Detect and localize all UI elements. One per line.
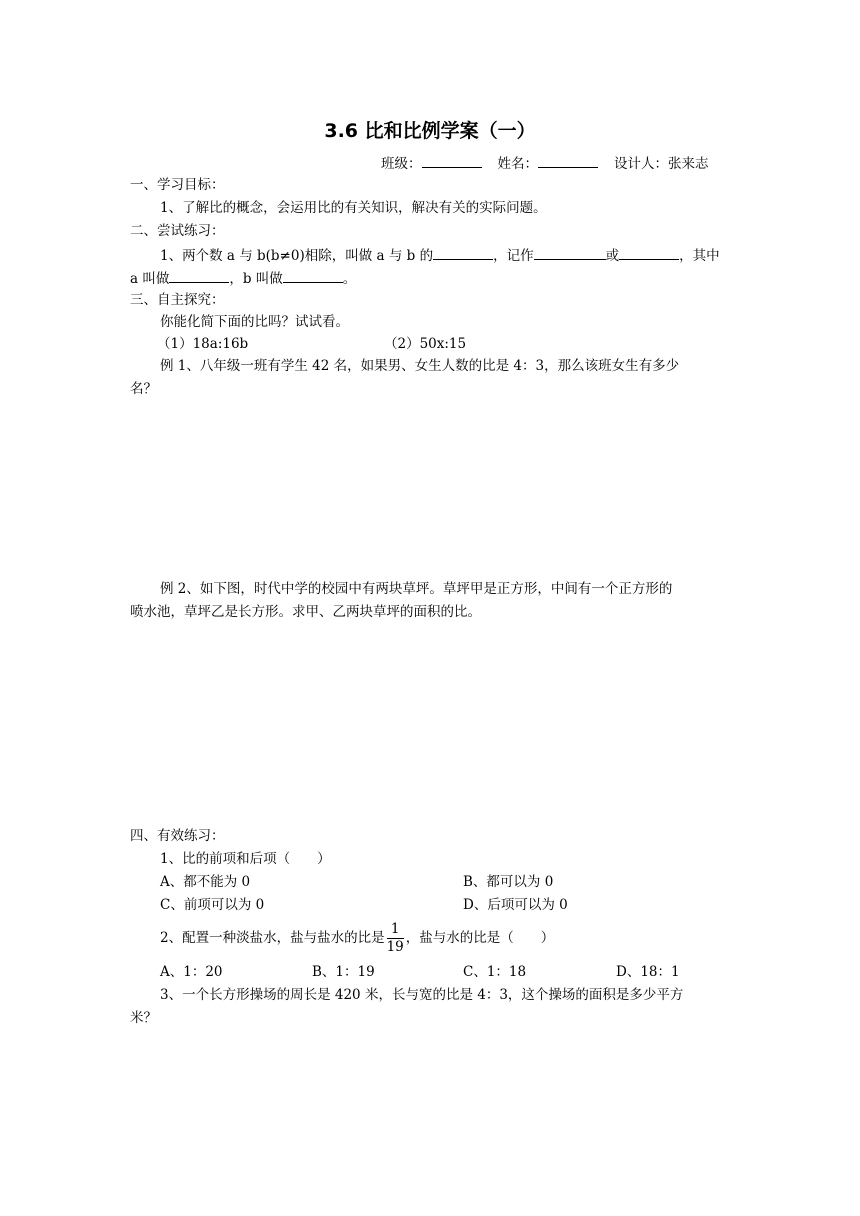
- exercise-1-option-c: C、前项可以为 0: [160, 897, 265, 913]
- name-label: 姓名：: [497, 156, 538, 172]
- fraction-numerator: 1: [387, 921, 404, 939]
- practice-question-1-cont: a 叫做 ，b 叫做 。: [130, 268, 356, 288]
- section-heading-goals: 一、学习目标：: [130, 177, 225, 193]
- exercise-1-option-d: D、后项可以为 0: [463, 897, 568, 913]
- exercise-1-option-b: B、都可以为 0: [463, 874, 554, 890]
- fraction: [387, 921, 404, 956]
- fraction-denominator: 19: [386, 939, 404, 955]
- page-title: 3.6 比和比例学案（一）: [324, 120, 536, 142]
- exercise-2-option-d: D、18：1: [616, 964, 680, 980]
- designer-label: 设计人：张来志: [614, 156, 709, 172]
- exercise-2-option-c: C、1：18: [463, 964, 527, 980]
- simplify-question-2: （2）50x:15: [384, 336, 467, 352]
- example-2-line-1: 例 2、如下图，时代中学的校园中有两块草坪。草坪甲是正方形，中间有一个正方形的: [160, 581, 673, 597]
- practice-question-1: 1、两个数 a 与 b(b≠0)相除，叫做 a 与 b 的 ，记作 或 ，其中: [160, 245, 720, 265]
- goal-item-1: 1、了解比的概念，会运用比的有关知识，解决有关的实际问题。: [160, 200, 547, 216]
- class-label: 班级：: [381, 156, 422, 172]
- example-2-line-2: 喷水池，草坪乙是长方形。求甲、乙两块草坪的面积的比。: [130, 604, 481, 620]
- section-heading-exercises: 四、有效练习：: [130, 828, 225, 844]
- example-1-line-2: 名？: [130, 381, 157, 397]
- example-1-line-1: 例 1、八年级一班有学生 42 名，如果男、女生人数的比是 4：3，那么该班女生有多少: [160, 358, 680, 374]
- answer-blank[interactable]: [534, 245, 606, 260]
- exercise-2-option-b: B、1：19: [312, 964, 375, 980]
- exercise-1-option-a: A、都不能为 0: [160, 874, 251, 890]
- explore-intro: 你能化简下面的比吗？试试看。: [160, 314, 349, 330]
- answer-blank[interactable]: [283, 268, 343, 283]
- exercise-question-1: 1、比的前项和后项（ ）: [160, 851, 331, 867]
- header-info: [381, 153, 709, 173]
- simplify-question-1: （1）18a:16b: [157, 336, 249, 352]
- answer-blank[interactable]: [433, 245, 493, 260]
- answer-blank[interactable]: [619, 245, 679, 260]
- exercise-2-option-a: A、1：20: [160, 964, 223, 980]
- exercise-question-3-line-1: 3、一个长方形操场的周长是 420 米，长与宽的比是 4：3，这个操场的面积是多少平方: [160, 987, 684, 1003]
- exercise-question-2: 2、配置一种淡盐水，盐与盐水的比是 $\frac{1}{19}$ ，盐与水的比是（ ）: [160, 921, 555, 955]
- answer-blank[interactable]: [169, 268, 229, 283]
- section-heading-explore: 三、自主探究：: [130, 292, 225, 308]
- section-heading-practice: 二、尝试练习：: [130, 223, 225, 239]
- name-blank[interactable]: [538, 153, 598, 168]
- class-blank[interactable]: [422, 153, 482, 168]
- exercise-question-3-line-2: 米？: [130, 1010, 157, 1026]
